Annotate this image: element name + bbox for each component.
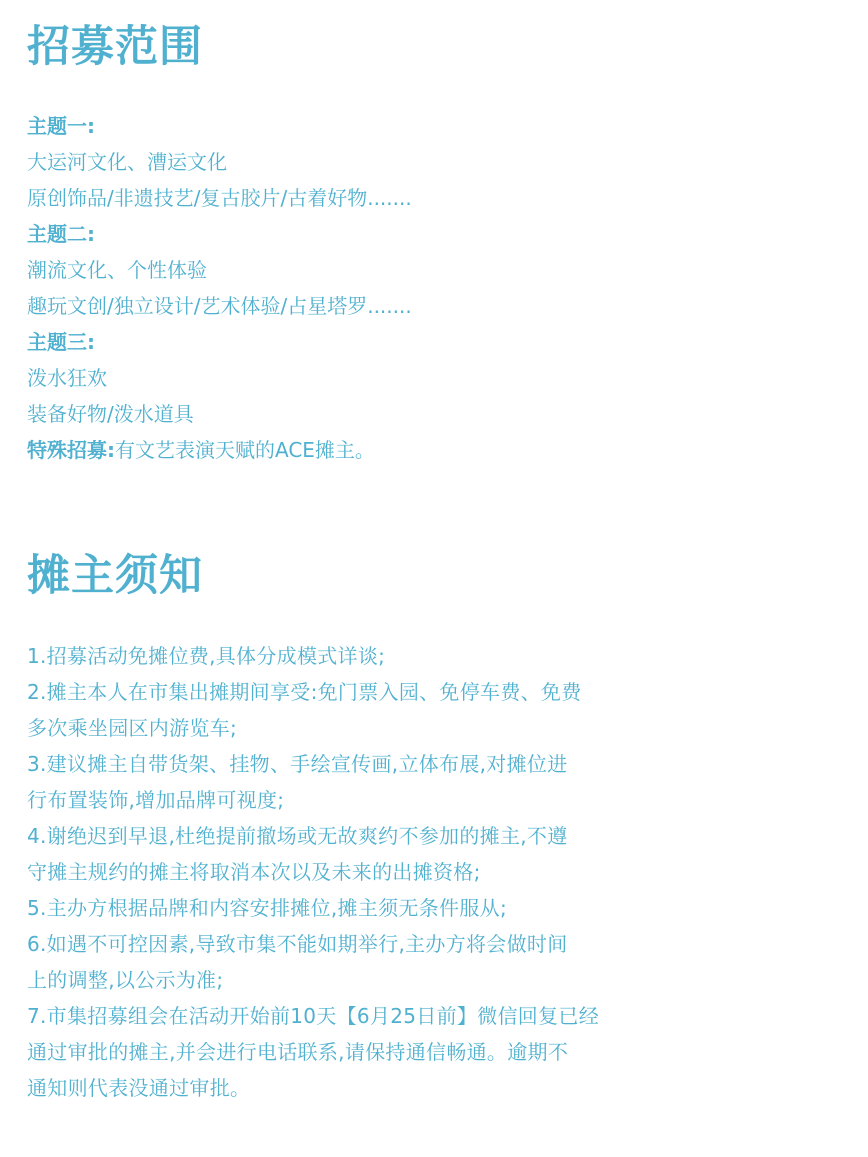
notice-line: 通知则代表没通过审批。 <box>27 1076 251 1100</box>
theme2-line2: 趣玩文创/独立设计/艺术体验/占星塔罗....... <box>27 294 412 318</box>
theme3-line1: 泼水狂欢 <box>27 366 107 390</box>
notice-line: 上的调整,以公示为准; <box>27 968 224 992</box>
special-recruit-line <box>27 432 412 468</box>
notice-line: 多次乘坐园区内游览车; <box>27 716 238 740</box>
recruit-scope-block <box>27 108 412 468</box>
theme1-label: 主题一: <box>27 114 95 138</box>
notice-line: 通过审批的摊主,并会进行电话联系,请保持通信畅通。逾期不 <box>27 1040 569 1064</box>
notice-line: 7.市集招募组会在活动开始前10天【6月25日前】微信回复已经 <box>27 1004 600 1028</box>
notice-line: 5.主办方根据品牌和内容安排摊位,摊主须无条件服从; <box>27 896 507 920</box>
recruit-section-title: 招募范围 <box>27 22 203 72</box>
special-recruit-label: 特殊招募: <box>27 438 115 462</box>
special-recruit-text: 有文艺表演天赋的ACE摊主。 <box>115 438 375 462</box>
theme3-line2: 装备好物/泼水道具 <box>27 402 194 426</box>
notice-section-title: 摊主须知 <box>27 551 203 601</box>
notice-line: 2.摊主本人在市集出摊期间享受:免门票入园、免停车费、免费 <box>27 680 582 704</box>
theme2-label: 主题二: <box>27 222 95 246</box>
notice-line: 3.建议摊主自带货架、挂物、手绘宣传画,立体布展,对摊位进 <box>27 752 568 776</box>
theme2-line1: 潮流文化、个性体验 <box>27 258 207 282</box>
notice-line: 行布置装饰,增加品牌可视度; <box>27 788 285 812</box>
notice-line: 4.谢绝迟到早退,杜绝提前撤场或无故爽约不参加的摊主,不遵 <box>27 824 568 848</box>
notice-block <box>27 638 667 1106</box>
theme3-label: 主题三: <box>27 330 95 354</box>
notice-line: 守摊主规约的摊主将取消本次以及未来的出摊资格; <box>27 860 481 884</box>
notice-line: 1.招募活动免摊位费,具体分成模式详谈; <box>27 644 386 668</box>
theme1-line1: 大运河文化、漕运文化 <box>27 150 227 174</box>
notice-line: 6.如遇不可控因素,导致市集不能如期举行,主办方将会做时间 <box>27 932 568 956</box>
theme1-line2: 原创饰品/非遗技艺/复古胶片/古着好物....... <box>27 186 412 210</box>
